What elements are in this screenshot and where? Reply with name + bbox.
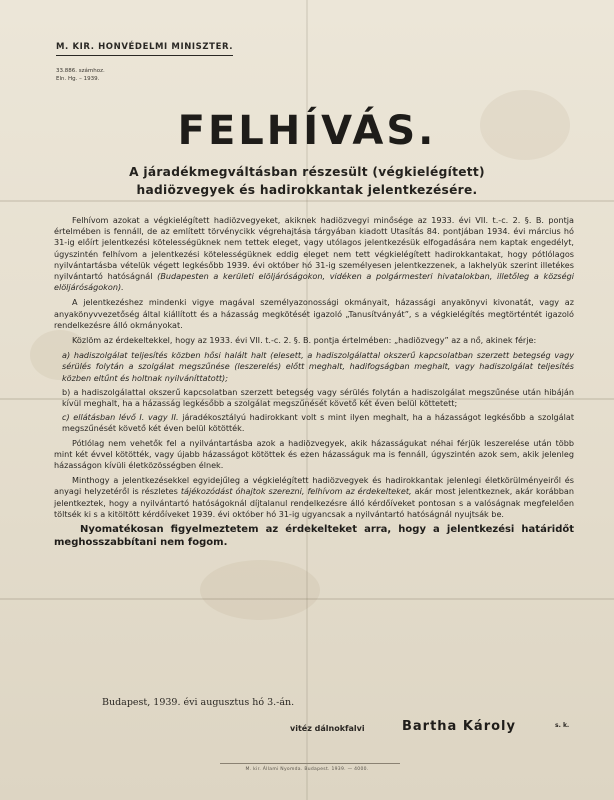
paragraph-1 (54, 215, 574, 293)
date-line: Budapest, 1939. évi augusztus hó 3.-án. (102, 697, 295, 708)
list-item-c (62, 412, 574, 434)
paragraph-3: Közlöm az érdekeltekkel, hogy az 1933. évi VII. t.-c. 2. §. B. pontja értelmében: „hadiözvegy” az a nő, akinek férje: (72, 335, 537, 346)
ministry-header: M. KIR. HONVÉDELMI MINISZTER. (56, 42, 233, 56)
printer-imprint: M. kir. Állami Nyomda. Budapest. 1939. — 4000. (245, 767, 369, 772)
paragraph-5-text-b: akár most jelentkeznek, akár korábban jelentkeztek, hogy a nyilvántartó hatóságoknál díjtalanul rendelkezésre álló kérdőíveket pontosan s a valóságnak megfelelően töltsék ki s a kitöltött kérdőíveket 1939. évi október hó 31-ig ugyancsak a nyilvántartó hatóságnál nyujtsák be. (54, 486, 574, 519)
list-item-c-text: járadékosztályú hadirokkant volt s mint ilyen meghalt, ha a házasságot legkésőbb a szolgálat megszűnését követő két éven belül kötötték. (62, 412, 574, 434)
paragraph-5-italic: tájékozódást óhajtok szerezni, felhívom az érdekelteket, (180, 486, 412, 497)
paragraph-5-text-a: Minthogy a jelentkezésekkel egyidejűleg a végkielégített hadiözvegyek és hadirokkantak jelenlegi életkörülményeiről és anyagi helyzetéről is részletes (54, 475, 574, 497)
subtitle-line-1: A járadékmegváltásban részesült (végkielégített) (129, 165, 485, 179)
list-item-a: a) hadiszolgálat teljesítés közben hősi halált halt (elesett, a hadiszolgálattal okszerű kapcsolatban szerzett betegség vagy sérülés folytán a szolgálat megszűnése (leszerelés) előtt meghalt, hadifogságban meghalt, vagy hadiszolgálat teljesítés közben eltűnt és holtnak nyilváníttatott); (62, 350, 574, 383)
subtitle-line-2: hadiözvegyek és hadirokkantak jelentkezésére. (136, 183, 478, 197)
reference-number: 33.886. számhoz. (56, 68, 105, 74)
paragraph-5 (54, 475, 574, 520)
paper-stain (200, 560, 320, 620)
footer-rule (220, 763, 400, 764)
page-title: FELHÍVÁS. (177, 108, 437, 154)
signature-prefix: vitéz dálnokfalvi (290, 724, 365, 733)
paragraph-4: Pótlólag nem vehetők fel a nyilvántartásba azok a hadiözvegyek, akik házasságukat néhai férjük leszerelése után több mint két évvel kötötték, vagy újabb házasságot kötöttek és ezen házasságuk ma is fennáll, úgyszintén azok sem, akik jelenleg házasságon kívüli életközösségben élnek. (54, 437, 574, 471)
warning-paragraph: Nyomatékosan figyelmeztetem az érdekelteket arra, hogy a jelentkezési határidőt meghosszabbítani nem fogom. (54, 524, 574, 548)
signature-suffix: s. k. (555, 722, 570, 729)
paragraph-1-text: Felhívom azokat a végkielégített hadiözvegyeket, akiknek hadiözvegyi minősége az 1933. évi VII. t.-c. 2. §. B. pontja értelmében is fennáll, de az említett törvénycikk végrehajtása tárgyában kiadott Utasítás 84. pontjában 1934. évi március hó 31-ig előírt jelentkezési kötelességüknek nem tettek eleget, vagy utólagos jelentkezésük elfogadására nem kaptak engedélyt, úgyszintén felhívom a jelentkezési kötelességüknek eddig eleget nem tett végkielégített hadirokkantakat, hogy pótlólagos nyilvántartásba vételük végett legkésőbb 1939. évi október hó 31-ig személyesen jelentkezzenek, a lakhelyük szerint illetékes nyilvántartó hatóságnál (54, 215, 574, 282)
reference-sub: Eln. Hg. – 1939. (56, 76, 100, 82)
list-item-c-italic: c) ellátásban lévő I. vagy II. (62, 412, 179, 423)
paragraph-2: A jelentkezéshez mindenki vigye magával személyazonossági okmányait, házassági anyakönyvi kivonatát, vagy az anyakönyvvezetőség által kiállított és a házasság megkötését igazoló „Tanusítványát”, s a végkielégítés megtörténtét igazoló rendelkezésre álló okmányokat. (54, 297, 574, 330)
signature-name: Bartha Károly (402, 719, 516, 734)
list-item-b: b) a hadiszolgálattal okszerű kapcsolatban szerzett betegség vagy sérülés folytán a hadiszolgálat megszűnése után hibáján kívül meghalt, ha a házasság legkésőbb a szolgálat megszűnését követő két éven belül köttetett; (62, 386, 574, 409)
body-text (54, 215, 574, 553)
paragraph-1-italic: (Budapesten a kerületi elöljáróságokon, vidéken a polgármesteri hivatalokban, illetőleg a községi elöljáróságokon). (54, 271, 575, 293)
